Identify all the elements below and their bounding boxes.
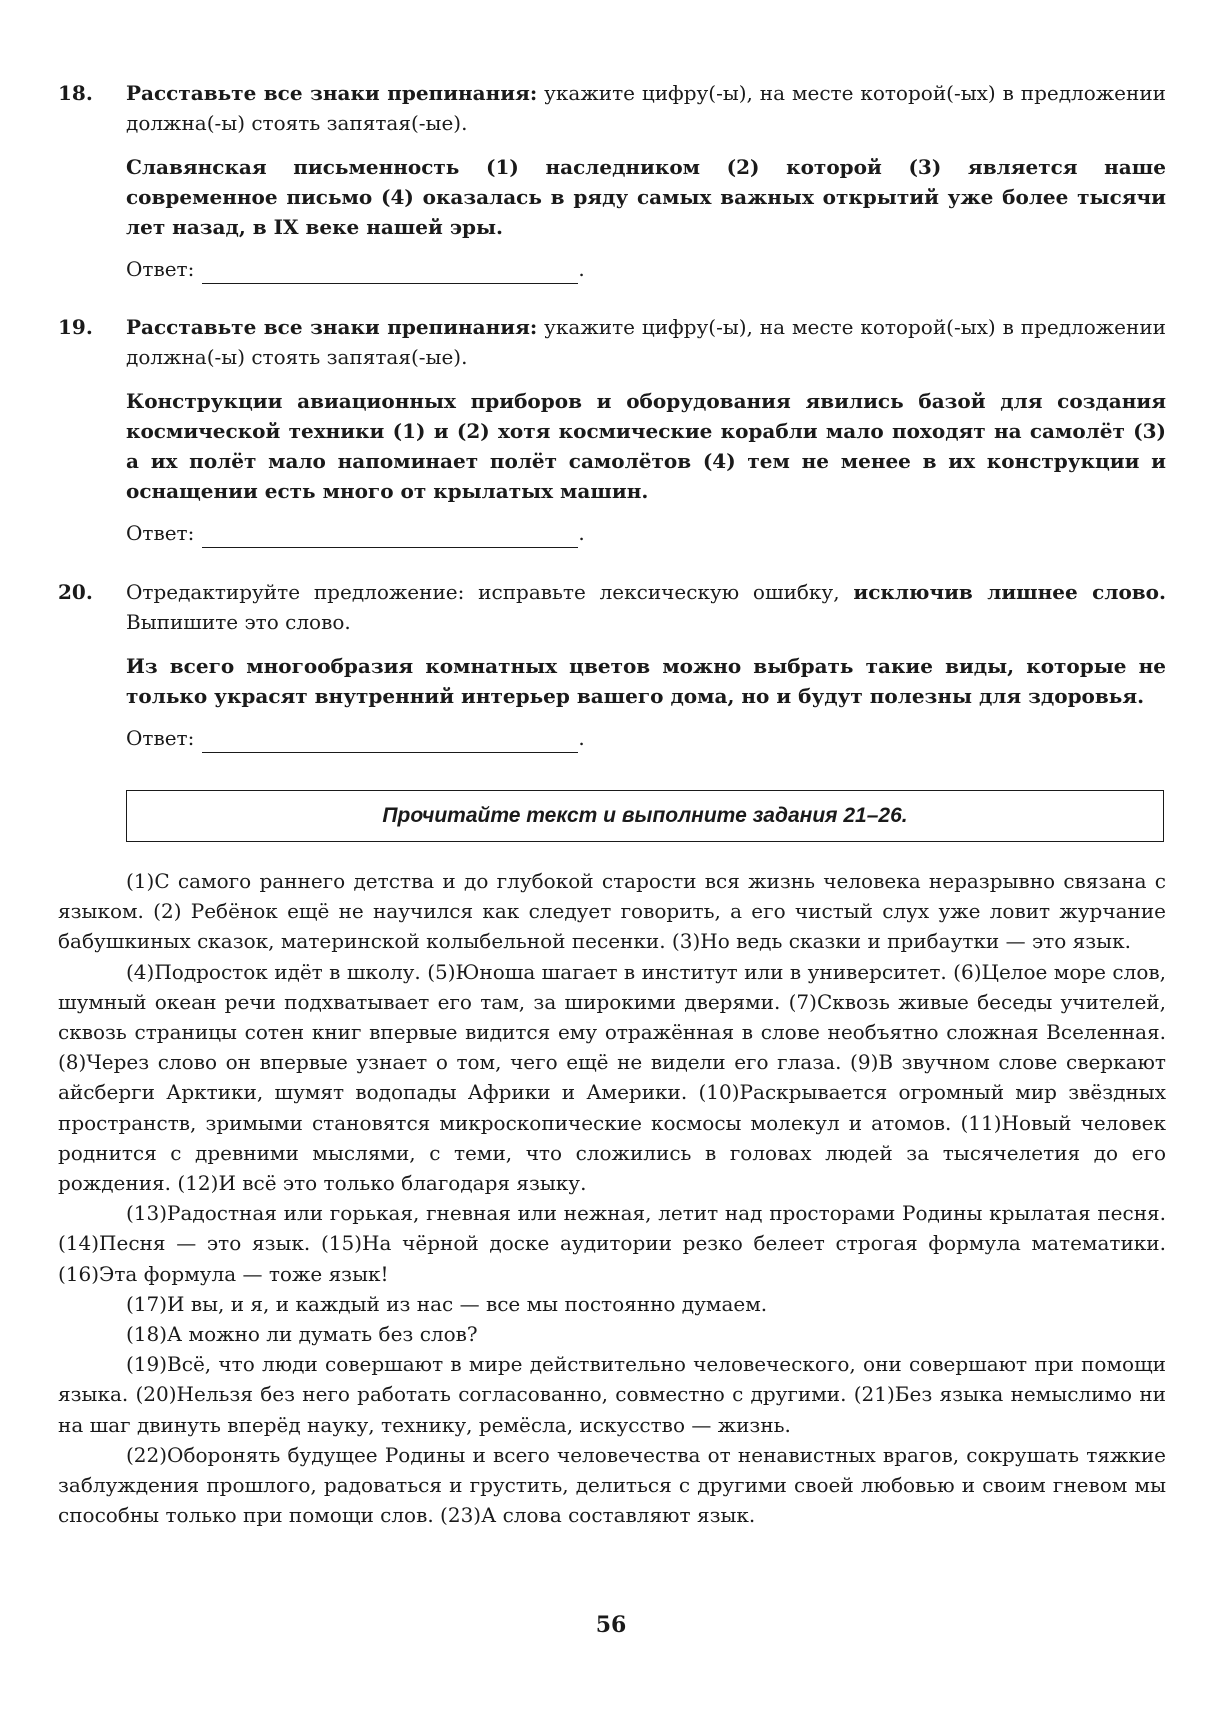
instruction-bold: исключив лишнее слово.: [853, 580, 1166, 604]
answer-row: [126, 723, 1166, 753]
text-paragraph: (18)А можно ли думать без слов?: [126, 1322, 478, 1347]
instruction-bold: Расставьте все знаки препинания:: [126, 315, 538, 339]
task-number: 20.: [58, 580, 93, 604]
instruction-bold: Расставьте все знаки препинания:: [126, 81, 538, 105]
instruction-rest: укажите цифру(-ы), на месте которой(-ых) в предложении должна(-ы) стоять запятая(-ые).: [126, 315, 1166, 369]
instruction-rest: Выпишите это слово.: [126, 610, 351, 634]
answer-period: .: [578, 726, 585, 750]
task-number: 19.: [58, 315, 93, 339]
answer-row: [126, 518, 1166, 548]
task-sentence: Славянская письменность (1) наследником (2) которой (3) является наше современное письмо (4) оказалась в ряду самых важных открытий уже более тысячи лет назад, в IX веке нашей эры.: [126, 155, 1166, 239]
section-banner: Прочитайте текст и выполните задания 21–26.: [126, 790, 1164, 842]
answer-row: [126, 254, 1166, 284]
text-paragraph: (17)И вы, и я, и каждый из нас — все мы постоянно думаем.: [126, 1291, 768, 1316]
answer-label: Ответ:: [126, 257, 195, 281]
answer-period: .: [578, 257, 585, 281]
task-number: 18.: [58, 81, 93, 105]
answer-field[interactable]: [202, 259, 578, 284]
task-sentence: Из всего многообразия комнатных цветов можно выбрать такие виды, которые не только украсят внутренний интерьер вашего дома, но и будут полезны для здоровья.: [126, 654, 1166, 708]
task-instruction: [126, 312, 1166, 372]
task-instruction: [126, 78, 1166, 138]
task-sentence: Конструкции авиационных приборов и оборудования явились базой для создания космической техники (1) и (2) хотя космические корабли мало походят на самолёт (3) а их полёт мало напоминает полёт самолётов (4) тем не менее в их конструкции и оснащении есть много от крылатых машин.: [126, 389, 1166, 503]
task-19: [58, 312, 1166, 548]
text-paragraph: (19)Всё, что люди совершают в мире действительно человеческого, они совершают при помощи языка. (20)Нельзя без него работать согласованно, совместно с другими. (21)Без языка немыслимо ни на шаг двинуть вперёд науку, технику, ремёсла, искусство — жизнь.: [58, 1352, 1166, 1437]
instruction-plain: Отредактируйте предложение: исправьте лексическую ошибку,: [126, 580, 854, 604]
task-18: [58, 78, 1166, 284]
answer-field[interactable]: [202, 728, 578, 753]
answer-label: Ответ:: [126, 521, 195, 545]
text-paragraph: (1)С самого раннего детства и до глубокой старости вся жизнь человека неразрывно связана с языком. (2) Ребёнок ещё не научился как следует говорить, а его чистый слух уже ловит журчание бабушкиных сказок, материнской колыбельной песенки. (3)Но ведь сказки и прибаутки — это язык.: [58, 869, 1166, 954]
task-20: [58, 577, 1166, 753]
instruction-rest: укажите цифру(-ы), на месте которой(-ых) в предложении должна(-ы) стоять запятая(-ые).: [126, 81, 1166, 135]
answer-period: .: [578, 521, 585, 545]
text-paragraph: (22)Оборонять будущее Родины и всего человечества от ненавистных врагов, сокрушать тяжкие заблуждения прошлого, радоваться и грустить, делиться с другими своей любовью и своим гневом мы способны только при помощи слов. (23)А слова составляют язык.: [58, 1442, 1166, 1528]
page-number: 56: [595, 1612, 627, 1638]
reading-text: [58, 866, 1166, 1530]
answer-label: Ответ:: [126, 726, 195, 750]
answer-field[interactable]: [202, 523, 578, 548]
text-paragraph: (4)Подросток идёт в школу. (5)Юноша шагает в институт или в университет. (6)Целое море слов, шумный океан речи подхватывает его там, за широкими дверями. (7)Сквозь живые беседы учителей, сквозь страницы сотен книг впервые видится ему отражённая в слове необъятно сложная Вселенная. (8)Через слово он впервые узнает о том, чего ещё не видели его глаза. (9)В звучном слове сверкают айсберги Арктики, шумят водопады Африки и Америки. (10)Раскрывается огромный мир звёздных пространств, зримыми становятся микроскопические космосы молекул и атомов. (11)Новый человек роднится с древними мыслями, с теми, что сложились в головах людей за тысячелетия до его рождения. (12)И всё это только благодаря языку.: [58, 959, 1166, 1196]
text-paragraph: (13)Радостная или горькая, гневная или нежная, летит над просторами Родины крылатая песня. (14)Песня — это язык. (15)На чёрной доске аудитории резко белеет строгая формула математики. (16)Эта формула — тоже язык!: [58, 1201, 1166, 1286]
task-instruction: [126, 577, 1166, 637]
